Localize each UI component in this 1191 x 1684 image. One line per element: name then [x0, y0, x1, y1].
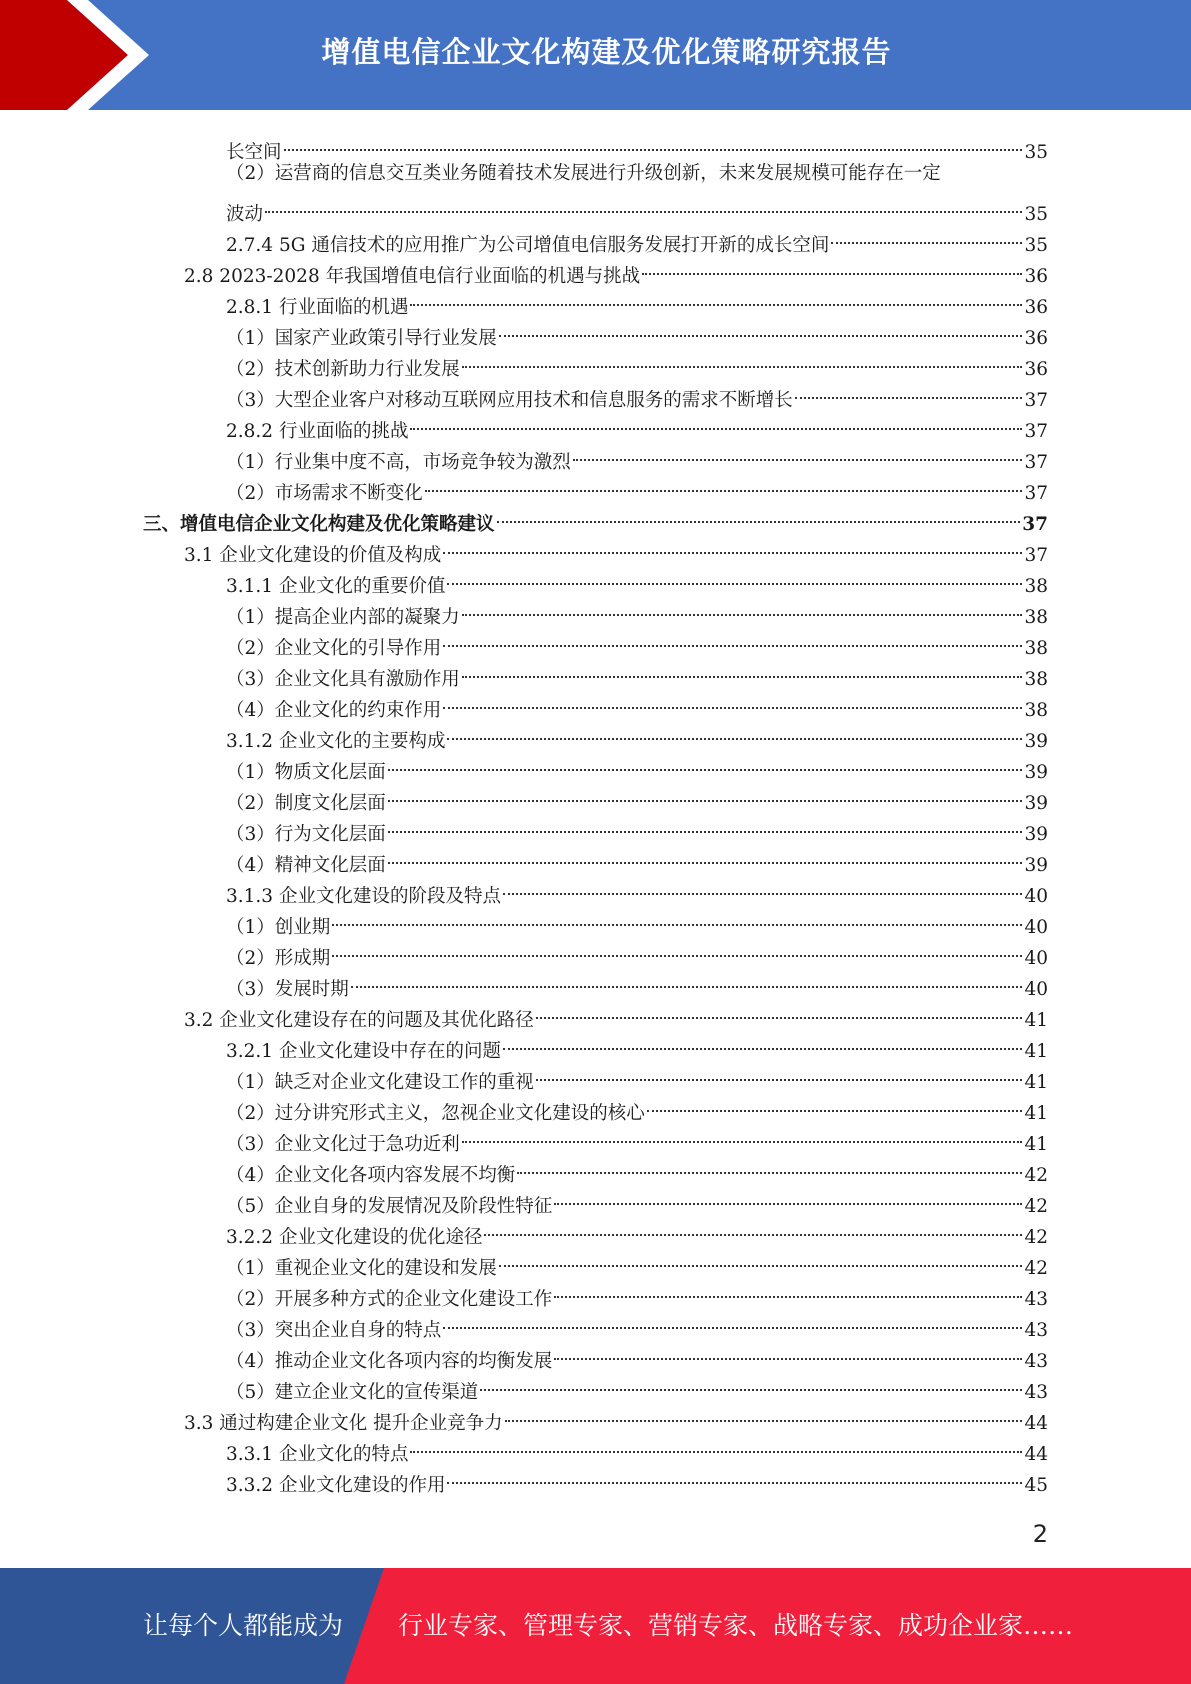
toc-entry-title: （2）过分讲究形式主义，忽视企业文化建设的核心 [226, 1103, 645, 1124]
toc-page-number: 37 [1024, 483, 1048, 504]
toc-entry-title-line[interactable]: （2）运营商的信息交互类业务随着技术发展进行升级创新，未来发展规模可能存在一定 [226, 163, 941, 184]
toc-entry[interactable] [226, 1305, 1048, 1341]
toc-entry-title: 3.1.2 企业文化的主要构成 [226, 731, 446, 752]
toc-page-number: 37 [1024, 421, 1048, 442]
toc-entry-title: （1）创业期 [226, 917, 331, 938]
toc-entry-title: 3.3.2 企业文化建设的作用 [226, 1475, 446, 1496]
toc-leader-dots [265, 189, 1022, 220]
toc-page-number: 39 [1024, 855, 1048, 876]
toc-leader-dots [410, 1429, 1022, 1460]
toc-leader-dots [462, 592, 1023, 623]
toc-leader-dots [332, 933, 1022, 964]
toc-entry-title: （3）行为文化层面 [226, 824, 386, 845]
toc-entry-title: （2）形成期 [226, 948, 331, 969]
toc-entry[interactable] [226, 127, 1048, 163]
toc-page-number: 37 [1024, 390, 1048, 411]
toc-entry-title: （1）提高企业内部的凝聚力 [226, 607, 460, 628]
toc-entry[interactable] [226, 1274, 1048, 1310]
toc-entry[interactable] [226, 220, 1048, 256]
toc-entry[interactable] [226, 1336, 1048, 1372]
toc-page-number: 38 [1024, 576, 1048, 597]
toc-entry[interactable] [226, 902, 1048, 938]
toc-entry[interactable] [226, 1367, 1048, 1403]
toc-leader-dots [462, 344, 1023, 375]
toc-entry[interactable] [226, 840, 1048, 876]
toc-entry[interactable] [226, 623, 1048, 659]
toc-entry-title: （4）推动企业文化各项内容的均衡发展 [226, 1351, 553, 1372]
toc-page-number: 41 [1024, 1041, 1048, 1062]
toc-page-number: 40 [1024, 886, 1048, 907]
toc-entry-title: 3.3.1 企业文化的特点 [226, 1444, 409, 1465]
toc-page-number: 38 [1024, 638, 1048, 659]
toc-page-number: 41 [1024, 1103, 1048, 1124]
toc-entry-title: （4）企业文化各项内容发展不均衡 [226, 1165, 516, 1186]
toc-entry-title: 3.2.1 企业文化建设中存在的问题 [226, 1041, 501, 1062]
toc-entry-title: 2.8 2023-2028 年我国增值电信行业面临的机遇与挑战 [184, 266, 641, 287]
toc-leader-dots [503, 871, 1022, 902]
toc-page-number: 37 [1022, 514, 1048, 535]
toc-page-number: 35 [1024, 204, 1048, 225]
toc-entry[interactable] [226, 1460, 1048, 1496]
toc-leader-dots [499, 1243, 1023, 1274]
page-number: 2 [1032, 1520, 1048, 1548]
toc-entry[interactable] [226, 871, 1048, 907]
toc-entry-title: 2.7.4 5G 通信技术的应用推广为公司增值电信服务发展打开新的成长空间 [226, 235, 830, 256]
toc-leader-dots [554, 1336, 1022, 1367]
toc-page-number: 41 [1024, 1072, 1048, 1093]
toc-entry-title: （1）缺乏对企业文化建设工作的重视 [226, 1072, 534, 1093]
toc-entry-title: （1）国家产业政策引导行业发展 [226, 328, 497, 349]
toc-leader-dots [447, 716, 1022, 747]
toc-entry-title: 3.1.1 企业文化的重要价值 [226, 576, 446, 597]
toc-entry-title: （4）精神文化层面 [226, 855, 386, 876]
toc-leader-dots [388, 747, 1023, 778]
toc-page-number: 43 [1024, 1289, 1048, 1310]
toc-page-number: 36 [1024, 359, 1048, 380]
toc-entry-title: （3）企业文化具有激励作用 [226, 669, 460, 690]
toc-entry-title: （4）企业文化的约束作用 [226, 700, 442, 721]
toc-entry[interactable] [226, 964, 1048, 1000]
toc-entry[interactable] [226, 437, 1048, 473]
toc-entry[interactable] [226, 1119, 1048, 1155]
toc-page-number: 40 [1024, 917, 1048, 938]
toc-entry-title: 3.2.2 企业文化建设的优化途径 [226, 1227, 483, 1248]
toc-entry[interactable] [226, 654, 1048, 690]
toc-entry[interactable] [226, 1088, 1048, 1124]
toc-entry-title: （5）企业自身的发展情况及阶段性特征 [226, 1196, 553, 1217]
toc-entry-title: 3.1.3 企业文化建设的阶段及特点 [226, 886, 501, 907]
toc-leader-dots [503, 1026, 1022, 1057]
toc-entry-title: 三、增值电信企业文化构建及优化策略建议 [143, 514, 495, 535]
toc-entry[interactable] [226, 1150, 1048, 1186]
toc-entry[interactable] [226, 189, 1048, 225]
toc-entry[interactable] [226, 1057, 1048, 1093]
toc-entry[interactable] [226, 1243, 1048, 1279]
toc-entry[interactable] [226, 716, 1048, 752]
toc-page-number: 36 [1024, 266, 1048, 287]
toc-entry-title: （5）建立企业文化的宣传渠道 [226, 1382, 479, 1403]
toc-page-number: 41 [1024, 1010, 1048, 1031]
toc-leader-dots [573, 437, 1023, 468]
page-footer [0, 1568, 1191, 1684]
toc-entry-title: 长空间 [226, 142, 282, 163]
toc-page-number: 44 [1024, 1444, 1048, 1465]
toc-entry-title: （2）企业文化的引导作用 [226, 638, 442, 659]
toc-entry[interactable] [226, 1026, 1048, 1062]
toc-entry[interactable] [226, 344, 1048, 380]
toc-leader-dots [497, 499, 1021, 530]
toc-page-number: 38 [1024, 669, 1048, 690]
toc-entry[interactable] [226, 1212, 1048, 1248]
toc-leader-dots [554, 1274, 1022, 1305]
toc-page-number: 35 [1024, 142, 1048, 163]
toc-page-number: 42 [1024, 1258, 1048, 1279]
toc-page-number: 38 [1024, 607, 1048, 628]
toc-leader-dots [642, 251, 1022, 282]
toc-entry[interactable] [226, 468, 1048, 504]
toc-leader-dots [351, 964, 1023, 995]
toc-leader-dots [332, 902, 1022, 933]
toc-leader-dots [505, 1398, 1023, 1429]
toc-leader-dots [410, 282, 1022, 313]
toc-entry[interactable] [184, 1398, 1048, 1434]
toc-leader-dots [480, 1367, 1022, 1398]
toc-leader-dots [462, 654, 1023, 685]
toc-leader-dots [388, 778, 1023, 809]
toc-entry-title: （3）企业文化过于急功近利 [226, 1134, 460, 1155]
toc-entry[interactable] [226, 561, 1048, 597]
report-title: 增值电信企业文化构建及优化策略研究报告 [321, 35, 892, 69]
toc-page-number: 36 [1024, 297, 1048, 318]
footer-slogan-left: 让每个人都能成为 [143, 1611, 344, 1640]
toc-entry-title: （3）大型企业客户对移动互联网应用技术和信息服务的需求不断增长 [226, 390, 793, 411]
toc-leader-dots [484, 1212, 1022, 1243]
toc-page-number: 44 [1024, 1413, 1048, 1434]
toc-chapter-entry[interactable] [143, 499, 1048, 535]
toc-entry-title: 3.2 企业文化建设存在的问题及其优化路径 [184, 1010, 534, 1031]
toc-entry[interactable] [226, 313, 1048, 349]
toc-page-number: 43 [1024, 1351, 1048, 1372]
toc-entry-title: 3.1 企业文化建设的价值及构成 [184, 545, 442, 566]
toc-entry[interactable] [226, 1181, 1048, 1217]
toc-leader-dots [410, 406, 1022, 437]
toc-leader-dots [795, 375, 1023, 406]
toc-page-number: 37 [1024, 545, 1048, 566]
toc-entry[interactable] [184, 995, 1048, 1031]
toc-entry[interactable] [226, 592, 1048, 628]
toc-leader-dots [447, 1460, 1022, 1491]
toc-entry[interactable] [184, 251, 1048, 287]
toc-page-number: 42 [1024, 1227, 1048, 1248]
toc-leader-dots [536, 995, 1023, 1026]
toc-leader-dots [462, 1119, 1023, 1150]
toc-entry[interactable] [226, 406, 1048, 442]
toc-page-number: 41 [1024, 1134, 1048, 1155]
footer-slogan-right: 行业专家、管理专家、营销专家、战略专家、成功企业家…… [398, 1611, 1074, 1640]
toc-leader-dots [831, 220, 1022, 251]
toc-page-number: 40 [1024, 948, 1048, 969]
toc-entry[interactable] [226, 1429, 1048, 1465]
toc-page-number: 37 [1024, 452, 1048, 473]
toc-entry[interactable] [226, 282, 1048, 318]
toc-leader-dots [443, 1305, 1022, 1336]
toc-page-number: 42 [1024, 1165, 1048, 1186]
toc-page-number: 39 [1024, 731, 1048, 752]
toc-entry-title: （2）技术创新助力行业发展 [226, 359, 460, 380]
toc-leader-dots [554, 1181, 1022, 1212]
toc-page-number: 45 [1024, 1475, 1048, 1496]
toc-entry-title: （1）行业集中度不高，市场竞争较为激烈 [226, 452, 571, 473]
toc-entry[interactable] [226, 778, 1048, 814]
toc-entry-title: （1）物质文化层面 [226, 762, 386, 783]
toc-page-number: 39 [1024, 824, 1048, 845]
toc-entry[interactable] [226, 809, 1048, 845]
toc-entry[interactable] [184, 530, 1048, 566]
toc-page-number: 35 [1024, 235, 1048, 256]
toc-entry-title: （3）突出企业自身的特点 [226, 1320, 442, 1341]
toc-leader-dots [647, 1088, 1023, 1119]
toc-entry-title: 3.3 通过构建企业文化 提升企业竞争力 [184, 1413, 503, 1434]
toc-entry[interactable] [226, 685, 1048, 721]
toc-entry-title: 2.8.2 行业面临的挑战 [226, 421, 409, 442]
toc-leader-dots [443, 623, 1022, 654]
toc-entry-title: （3）发展时期 [226, 979, 349, 1000]
toc-entry-title: （2）市场需求不断变化 [226, 483, 423, 504]
toc-page-number: 39 [1024, 762, 1048, 783]
toc-page-number: 42 [1024, 1196, 1048, 1217]
toc-page-number: 36 [1024, 328, 1048, 349]
toc-leader-dots [388, 809, 1023, 840]
toc-page-number: 43 [1024, 1320, 1048, 1341]
toc-page-number: 40 [1024, 979, 1048, 1000]
toc-page-number: 39 [1024, 793, 1048, 814]
toc-page-number: 43 [1024, 1382, 1048, 1403]
toc-leader-dots [536, 1057, 1023, 1088]
toc-entry[interactable] [226, 747, 1048, 783]
toc-leader-dots [447, 561, 1022, 592]
toc-leader-dots [443, 530, 1022, 561]
page-header [0, 0, 1191, 110]
toc-entry-title: （2）开展多种方式的企业文化建设工作 [226, 1289, 553, 1310]
toc-page-number: 38 [1024, 700, 1048, 721]
toc-entry-title: （1）重视企业文化的建设和发展 [226, 1258, 497, 1279]
toc-leader-dots [517, 1150, 1022, 1181]
toc-leader-dots [443, 685, 1022, 716]
toc-leader-dots [425, 468, 1023, 499]
toc-entry-title: 波动 [226, 204, 264, 225]
toc-entry[interactable] [226, 933, 1048, 969]
toc-leader-dots [388, 840, 1023, 871]
toc-leader-dots [284, 127, 1023, 158]
toc-leader-dots [499, 313, 1023, 344]
toc-entry-title: 2.8.1 行业面临的机遇 [226, 297, 409, 318]
toc-entry-title: （2）制度文化层面 [226, 793, 386, 814]
toc-entry[interactable] [226, 375, 1048, 411]
